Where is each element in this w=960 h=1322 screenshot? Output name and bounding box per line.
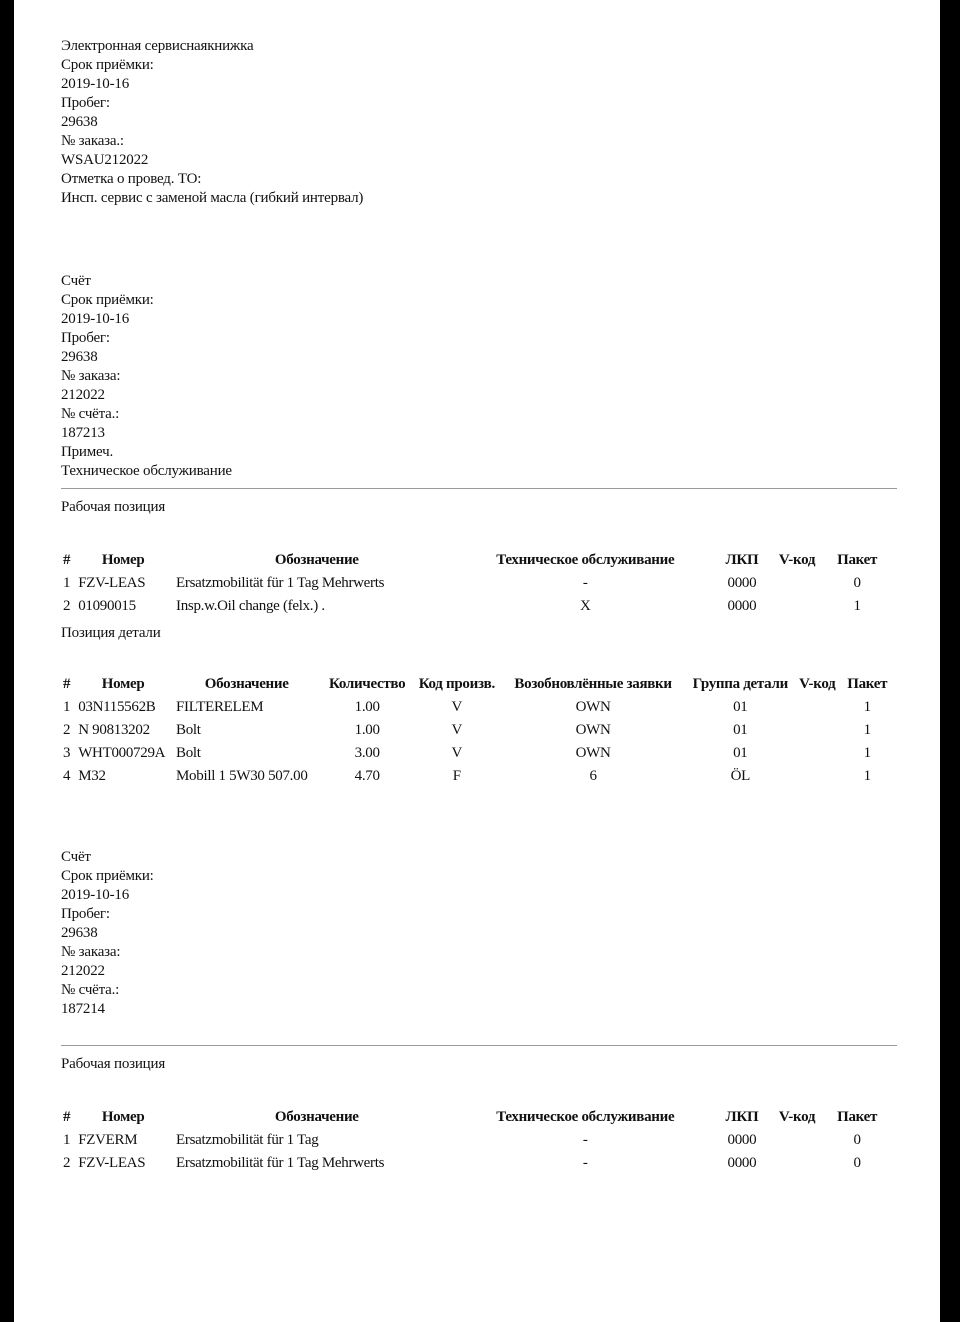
col-header: Код произв. [418, 676, 495, 692]
invoice-block-2 [61, 848, 897, 1175]
col-header: # [63, 552, 71, 568]
col-header: Группа детали [692, 676, 788, 692]
cell [775, 572, 819, 595]
cell [775, 1152, 819, 1175]
table-header-row [59, 673, 895, 696]
cell: 1 [863, 699, 871, 715]
acceptance-date-label: Срок приёмки: [61, 868, 154, 884]
cell: V [451, 745, 463, 761]
cell: 0 [853, 1132, 861, 1148]
cell: 01090015 [78, 598, 136, 614]
mileage-label: Пробег: [61, 330, 110, 346]
col-header: # [63, 676, 71, 692]
table-row [59, 765, 895, 788]
cell: Insp.w.Oil change (felx.) . [176, 598, 325, 614]
cell: 1 [63, 699, 71, 715]
cell: M32 [78, 768, 106, 784]
invoice-number-value: 187213 [61, 425, 105, 441]
col-header: Техническое обслуживание [496, 552, 675, 568]
cell: FZV-LEAS [78, 1155, 146, 1171]
col-header: Пакет [847, 676, 888, 692]
table-row [59, 572, 895, 595]
cell: 4 [63, 768, 71, 784]
note-value: Техническое обслуживание [61, 463, 232, 479]
cell: 0000 [727, 598, 757, 614]
cell: 2 [63, 1155, 71, 1171]
cell: Bolt [176, 745, 201, 761]
acceptance-date-value: 2019-10-16 [61, 887, 129, 903]
cell: 3.00 [354, 745, 380, 761]
cell: V [451, 699, 463, 715]
document-page [14, 0, 940, 1322]
cell: 0000 [727, 1155, 757, 1171]
cell: - [582, 1132, 588, 1148]
service-book-block [61, 37, 897, 208]
mileage-value: 29638 [61, 925, 98, 941]
cell: FILTERELEM [176, 699, 264, 715]
order-number-value: 212022 [61, 963, 105, 979]
acceptance-date-label: Срок приёмки: [61, 292, 154, 308]
service-book-title: Электронная сервиснаякнижка [61, 38, 254, 54]
cell: F [452, 768, 461, 784]
cell: Mobill 1 5W30 507.00 [176, 768, 308, 784]
table-row [59, 1152, 895, 1175]
cell: FZVERM [78, 1132, 138, 1148]
col-header: Пакет [837, 552, 878, 568]
order-number-label: № заказа.: [61, 133, 124, 149]
cell: 0 [853, 1155, 861, 1171]
cell: OWN [575, 699, 611, 715]
cell: X [579, 598, 591, 614]
invoice-block-1 [61, 272, 897, 788]
col-header: Возобновлённые заявки [514, 676, 672, 692]
cell: 1 [863, 745, 871, 761]
cell [795, 742, 839, 765]
col-header: Обозначение [274, 552, 359, 568]
invoice-title: Счёт [61, 849, 91, 865]
cell: - [582, 1155, 588, 1171]
cell: V [451, 722, 463, 738]
cell: 1 [863, 722, 871, 738]
work-positions-title: Рабочая позиция [61, 499, 166, 515]
cell: 0 [853, 575, 861, 591]
col-header: V-код [778, 1109, 816, 1125]
cell [775, 1129, 819, 1152]
cell: N 90813202 [78, 722, 150, 738]
col-header: Обозначение [274, 1109, 359, 1125]
col-header: ЛКП [725, 1109, 759, 1125]
cell: 2 [63, 598, 71, 614]
service-mark-value: Инсп. сервис с заменой масла (гибкий интервал) [61, 190, 364, 206]
order-number-label: № заказа: [61, 944, 121, 960]
cell: OWN [575, 722, 611, 738]
order-number-value: WSAU212022 [61, 152, 149, 168]
table-row [59, 1129, 895, 1152]
cell: 6 [589, 768, 597, 784]
acceptance-date-label: Срок приёмки: [61, 57, 154, 73]
invoice-title: Счёт [61, 273, 91, 289]
mileage-value: 29638 [61, 114, 98, 130]
acceptance-date-value: 2019-10-16 [61, 311, 129, 327]
col-header: V-код [778, 552, 816, 568]
cell [795, 696, 839, 719]
work-positions-table [59, 1106, 895, 1175]
cell: 01 [733, 699, 748, 715]
cell: Bolt [176, 722, 201, 738]
table-header-row [59, 549, 895, 572]
cell: 0000 [727, 575, 757, 591]
acceptance-date-value: 2019-10-16 [61, 76, 129, 92]
cell: Ersatzmobilität für 1 Tag [176, 1132, 319, 1148]
mileage-value: 29638 [61, 349, 98, 365]
cell: 0000 [727, 1132, 757, 1148]
table-row [59, 742, 895, 765]
part-positions-table [59, 673, 895, 788]
cell: WHT000729A [78, 745, 166, 761]
order-number-label: № заказа: [61, 368, 121, 384]
cell [775, 595, 819, 618]
service-mark-label: Отметка о провед. ТО: [61, 171, 202, 187]
col-header: ЛКП [725, 552, 759, 568]
cell: - [582, 575, 588, 591]
cell [795, 765, 839, 788]
col-header: Техническое обслуживание [496, 1109, 675, 1125]
cell: Ersatzmobilität für 1 Tag Mehrwerts [176, 575, 385, 591]
col-header: Номер [101, 1109, 145, 1125]
cell: 1.00 [354, 699, 380, 715]
cell: 01 [733, 745, 748, 761]
mileage-label: Пробег: [61, 95, 110, 111]
cell: Ersatzmobilität für 1 Tag Mehrwerts [176, 1155, 385, 1171]
cell: 1 [63, 575, 71, 591]
col-header: Количество [329, 676, 406, 692]
col-header: V-код [799, 676, 836, 692]
cell: 1.00 [354, 722, 380, 738]
work-positions-title: Рабочая позиция [61, 1056, 166, 1072]
col-header: Номер [101, 552, 145, 568]
invoice-number-label: № счёта.: [61, 982, 120, 998]
cell: 2 [63, 722, 71, 738]
col-header: Обозначение [204, 676, 289, 692]
order-number-value: 212022 [61, 387, 105, 403]
cell: FZV-LEAS [78, 575, 146, 591]
cell: 3 [63, 745, 71, 761]
table-row [59, 719, 895, 742]
mileage-label: Пробег: [61, 906, 110, 922]
cell: OWN [575, 745, 611, 761]
cell: 1 [853, 598, 861, 614]
cell: ÖL [730, 768, 750, 784]
document-content [61, 37, 897, 1175]
cell: 03N115562B [78, 699, 156, 715]
cell: 1 [63, 1132, 71, 1148]
part-positions-title: Позиция детали [61, 625, 161, 641]
col-header: Номер [101, 676, 145, 692]
cell: 4.70 [354, 768, 380, 784]
note-label: Примеч. [61, 444, 114, 460]
table-row [59, 696, 895, 719]
cell [795, 719, 839, 742]
invoice-number-value: 187214 [61, 1001, 105, 1017]
cell: 01 [733, 722, 748, 738]
table-row [59, 595, 895, 618]
invoice-number-label: № счёта.: [61, 406, 120, 422]
cell: 1 [863, 768, 871, 784]
col-header: Пакет [837, 1109, 878, 1125]
col-header: # [63, 1109, 71, 1125]
work-positions-table [59, 549, 895, 618]
table-header-row [59, 1106, 895, 1129]
